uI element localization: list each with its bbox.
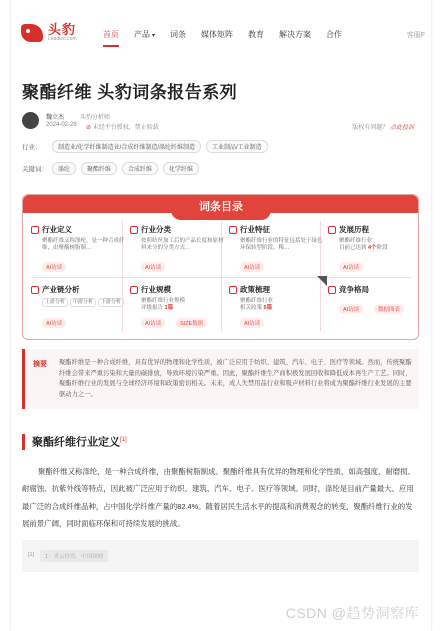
corner-marker-icon: [317, 276, 327, 286]
toc-item-title: 行业特征: [240, 225, 270, 234]
nav-item-products-label: 产品: [134, 30, 150, 39]
toc-item-title: 产业链分析: [42, 285, 80, 294]
features-icon: [229, 226, 237, 234]
abstract-box: [22, 349, 419, 409]
author-bar: [22, 110, 422, 132]
toc-desc-line: 聚酯纤维行业规模: [141, 298, 186, 304]
toc-count: 4个: [368, 245, 377, 251]
definition-icon: [31, 226, 39, 234]
author-role: 头豹分析师: [80, 115, 111, 121]
toc-item-title: 发展历程: [339, 225, 369, 234]
toc-desc-line: 目前已达到: [339, 245, 367, 251]
toc-title: 词条目录: [171, 198, 271, 220]
industry-label: 行业：: [22, 144, 42, 151]
toc-desc-line: 评级报告: [141, 305, 164, 311]
logo-text: 头豹: [48, 22, 77, 37]
toc-item-definition[interactable]: [31, 224, 127, 280]
toc-item-competition[interactable]: [328, 284, 424, 340]
ai-interview-badge[interactable]: AI访谈: [141, 318, 165, 328]
toc-item-desc: 聚酯纤维又称涤纶，是一种合成纤维，由聚酯树脂制…: [42, 238, 125, 251]
toc-item-desc: [42, 298, 127, 307]
chain-tag[interactable]: 中游分析: [70, 298, 96, 307]
toc-item-desc: [141, 298, 226, 312]
chain-tag[interactable]: 下游分析: [98, 298, 124, 307]
competition-icon: [328, 286, 336, 294]
section-body: 聚酯纤维又称涤纶，是一种合成纤维，由聚酯树脂制成。聚酯纤维具有优异的物理和化学性质，如高强度、耐磨损、耐腐蚀、抗紫外线等特点，因此被广泛应用于纺织、建筑、汽车、电子、医疗等领域。同时，涤纶是目前产量最大、应用最广泛的合成纤维品种，占中国化学纤维产量的82.4%。随着居民生活水平的提高和消费观念的转变，聚酯纤维行业的发展前景广阔，同时面临环保和可持续发展的挑战。: [22, 467, 415, 528]
avatar[interactable]: [22, 112, 39, 129]
toc-item-title: 行业定义: [42, 225, 72, 234]
toc-item-classification[interactable]: [130, 224, 226, 280]
section-heading: [22, 434, 127, 450]
top-nav: [11, 0, 431, 48]
toc-item-history[interactable]: [328, 224, 424, 280]
toc-item-desc: 按照纺丝加工后的产品长度和原材料来分的分类方式…: [141, 238, 224, 251]
ai-interview-badge[interactable]: AI访谈: [42, 262, 66, 272]
history-icon: [328, 226, 336, 234]
nav-item-education[interactable]: 教育: [248, 30, 265, 39]
industry-tags: [22, 140, 273, 153]
reference-source[interactable]: 1：青云投资、中国知网: [40, 550, 108, 562]
keyword-tag[interactable]: 聚酯纤维: [81, 162, 117, 175]
toc-item-industry-chain[interactable]: [31, 284, 127, 340]
title-main: 聚酯纤维: [22, 83, 92, 102]
keyword-tag[interactable]: 涤纶: [52, 162, 76, 175]
toc-item-features[interactable]: [229, 224, 325, 280]
toc-item-desc: [240, 298, 325, 312]
ai-interview-badge[interactable]: AI访谈: [240, 262, 264, 272]
chain-tag[interactable]: 上游分析: [42, 298, 68, 307]
ai-interview-badge[interactable]: AI访谈: [141, 262, 165, 272]
ai-interview-badge[interactable]: AI访谈: [240, 318, 264, 328]
abstract-label: 摘要: [33, 361, 47, 368]
warning-icon: ⊘: [86, 125, 92, 131]
footnote-ref[interactable]: [1]: [120, 437, 127, 443]
page-card: [11, 0, 431, 631]
size-data-badge[interactable]: SIZE数据: [176, 318, 207, 328]
toc-item-title: 竞争格局: [339, 285, 369, 294]
keyword-tag[interactable]: 合成纤维: [122, 162, 158, 175]
industry-tag[interactable]: 制造业/化学纤维制造业/合成纤维制造/涤纶纤维制造: [52, 140, 201, 153]
title-series: 头豹词条报告系列: [97, 83, 238, 102]
classification-icon: [130, 226, 138, 234]
toc-desc-line: 阶段: [376, 245, 388, 251]
toc-item-title: 行业分类: [141, 225, 171, 234]
report-link[interactable]: 点此投诉: [389, 125, 414, 131]
keyword-label: 关键词：: [22, 166, 48, 173]
nav-item-solutions[interactable]: 解决方案: [279, 30, 312, 39]
toc-item-market-size[interactable]: [130, 284, 226, 340]
toc-desc-line: 聚酯纤维行业: [240, 298, 274, 304]
toc-item-desc: 聚酯纤维行业的特征包括处于绿色环保转型阶段、稀…: [240, 238, 323, 251]
chevron-down-icon: ▾: [152, 33, 156, 39]
report-question: 版权有问题？: [352, 125, 389, 131]
industry-tag[interactable]: 工业制品/工业制造: [206, 140, 268, 153]
watermark: CSDN @趋势洞察库: [285, 605, 419, 621]
nav-item-cooperation[interactable]: 合作: [326, 30, 343, 39]
logo-subtext: Leadleo.com: [48, 36, 77, 42]
keyword-tags: [22, 162, 204, 175]
copyright-text: 未经平台授权，禁止转载: [92, 125, 159, 131]
toc-item-policy[interactable]: [229, 284, 325, 340]
author-name[interactable]: 魏立杰: [46, 115, 65, 121]
publish-date: 2024-02-28: [46, 122, 77, 128]
ai-interview-badge[interactable]: AI访谈: [339, 262, 363, 272]
ai-interview-badge[interactable]: AI访谈: [42, 318, 66, 328]
ai-interview-badge[interactable]: AI访谈: [339, 304, 363, 314]
toc-count: 1篇: [164, 305, 174, 311]
keyword-tag[interactable]: 化学纤维: [163, 162, 199, 175]
main-menu: [103, 29, 357, 40]
leopard-logo-icon: [21, 24, 43, 42]
policy-icon: [229, 286, 237, 294]
toc-item-title: 政策梳理: [240, 285, 270, 294]
toc-desc-line: 相关政策: [240, 305, 263, 311]
reference-box: [22, 540, 419, 572]
page-title: [22, 78, 237, 103]
logo[interactable]: [21, 23, 77, 42]
nav-item-entries[interactable]: 词条: [170, 30, 187, 39]
bar-chart-icon: [130, 286, 138, 294]
chain-icon: [31, 286, 39, 294]
toc-item-title: 行业规模: [141, 285, 171, 294]
data-chart-badge[interactable]: 数据图表: [374, 304, 404, 314]
toc-item-desc: [339, 238, 424, 252]
nav-item-products[interactable]: [134, 29, 155, 40]
reference-number: [1]: [28, 552, 35, 558]
toc-count: 5篇: [263, 305, 273, 311]
table-of-contents: [22, 194, 419, 340]
nav-item-home[interactable]: 首页: [103, 30, 119, 39]
section-title-text: 聚酯纤维行业定义: [32, 436, 120, 449]
nav-item-media[interactable]: 媒体矩阵: [201, 30, 234, 39]
report-issue: [352, 122, 414, 131]
customer-service-link[interactable]: 客服F: [406, 32, 425, 39]
toc-desc-line: 聚酯纤维行业: [339, 238, 373, 244]
copyright-notice: [86, 122, 159, 131]
abstract-text: 聚酯纤维是一种合成纤维，具有优异的物理和化学性质，被广泛应用于纺织、建筑、汽车、电子、医疗等领域。然而，传统聚酯纤维会带来严重污染和大量的碳排放，导致环境污染严重。因此，聚酯纤维生产商积极发展回收和降低成本再生产工艺。同时，聚酯纤维行业的发展与全球经济环境和政策密切相关。未来，成人失禁用品行业和吸声材料行业将成为聚酯纤维行业发展的主要驱动力之一。: [59, 359, 412, 398]
